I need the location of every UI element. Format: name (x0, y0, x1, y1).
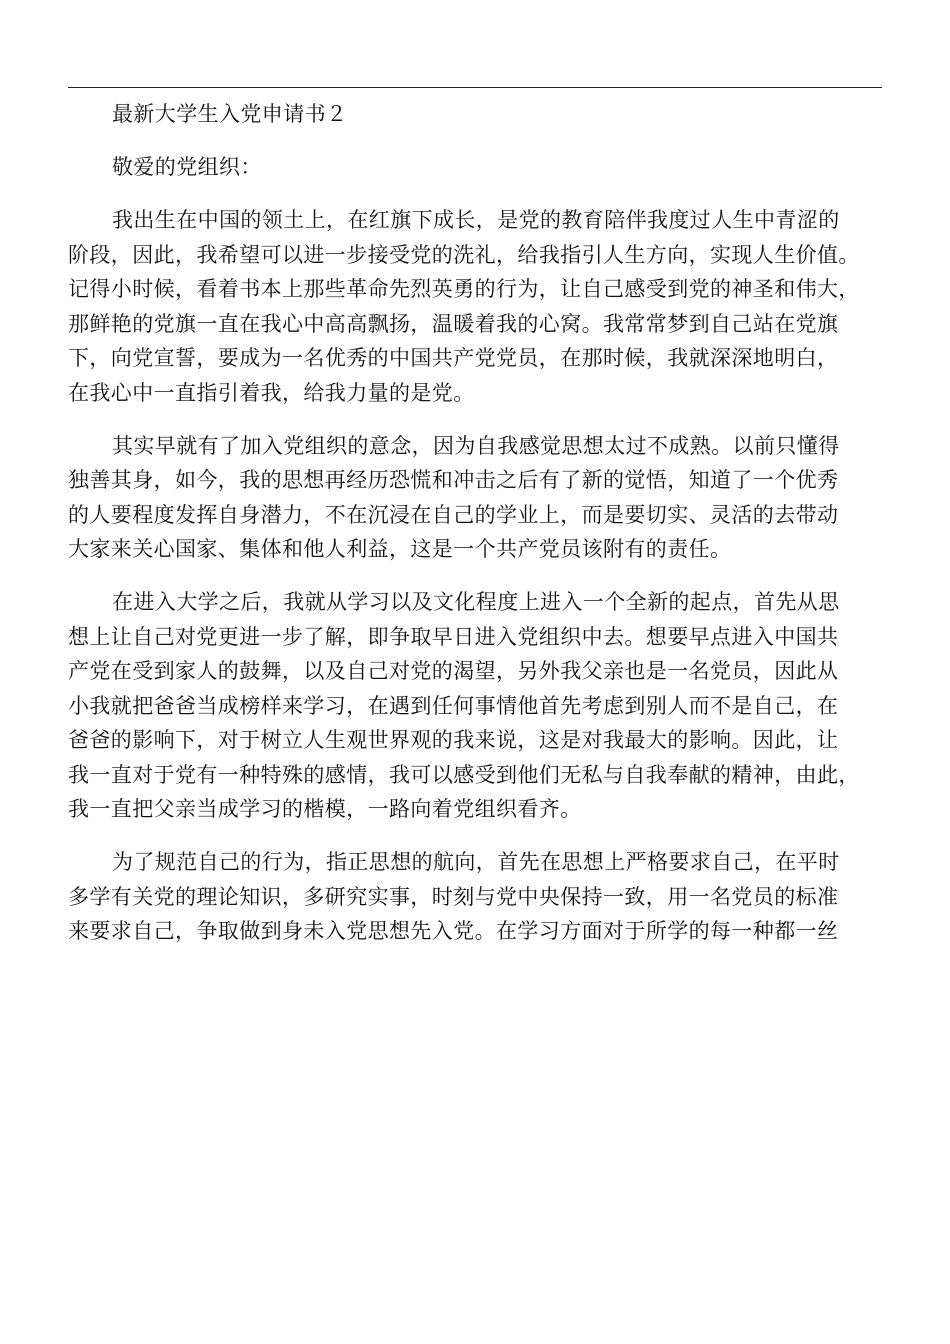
paragraph-3 (68, 585, 890, 827)
paragraph-line: 在进入大学之后，我就从学习以及文化程度上进入一个全新的起点，首先从思 (112, 590, 840, 614)
paragraph-line: 那鲜艳的党旗一直在我心中高高飘扬，温暖着我的心窝。我常常梦到自己站在党旗 (68, 311, 839, 336)
document-body (68, 97, 890, 949)
paragraph-line: 阶段，因此，我希望可以进一步接受党的洗礼，给我指引人生方向，实现人生价值。 (68, 242, 860, 267)
paragraph-line: 多学有关党的理论知识，多研究实事，时刻与党中央保持一致，用一名党员的标准 (68, 884, 839, 909)
paragraph-line: 在我心中一直指引着我，给我力量的是党。 (68, 380, 475, 405)
paragraph-2 (68, 429, 890, 567)
paragraph-1 (68, 203, 890, 410)
paragraph-line: 其实早就有了加入党组织的意念，因为自我感觉思想太过不成熟。以前只懂得 (112, 433, 840, 458)
paragraph-line: 小我就把爸爸当成榜样来学习，在遇到任何事情他首先考虑到别人而不是自己，在 (68, 693, 839, 718)
paragraph-line: 为了规范自己的行为，指正思想的航向，首先在思想上严格要求自己，在平时 (112, 850, 840, 874)
paragraph-line: 爸爸的影响下，对于树立人生观世界观的我来说，这是对我最大的影响。因此，让 (68, 728, 839, 752)
paragraph-line: 大家来关心国家、集体和他人利益，这是一个共产党员该附有的责任。 (68, 537, 732, 561)
paragraph-line: 我一直把父亲当成学习的楷模，一路向着党组织看齐。 (68, 797, 582, 821)
paragraph-line: 我一直对于党有一种特殊的感情，我可以感受到他们无私与自我奉献的精神，由此， (68, 762, 860, 787)
paragraph-line: 来要求自己，争取做到身未入党思想先入党。在学习方面对于所学的每一种都一丝 (68, 919, 839, 943)
paragraph-line: 的人要程度发挥自身潜力，不在沉浸在自己的学业上，而是要切实、灵活的去带动 (68, 502, 839, 527)
paragraph-line: 下，向党宣誓，要成为一名优秀的中国共产党党员，在那时候，我就深深地明白， (68, 346, 839, 370)
paragraph-4 (68, 845, 890, 949)
paragraph-line: 独善其身，如今，我的思想再经历恐慌和冲击之后有了新的觉悟，知道了一个优秀 (68, 468, 839, 492)
paragraph-line: 我出生在中国的领土上，在红旗下成长，是党的教育陪伴我度过人生中青涩的 (112, 208, 840, 232)
header-rule (68, 87, 882, 88)
salutation: 敬爱的党组织： (112, 155, 262, 179)
paragraph-line: 想上让自己对党更进一步了解，即争取早日进入党组织中去。想要早点进入中国共 (68, 624, 839, 649)
paragraph-line: 产党在受到家人的鼓舞，以及自己对党的渴望，另外我父亲也是一名党员，因此从 (68, 659, 839, 683)
document-title: 最新大学生入党申请书２ (112, 102, 348, 126)
paragraph-line: 记得小时候，看着书本上那些革命先烈英勇的行为，让自己感受到党的神圣和伟大， (68, 277, 860, 301)
